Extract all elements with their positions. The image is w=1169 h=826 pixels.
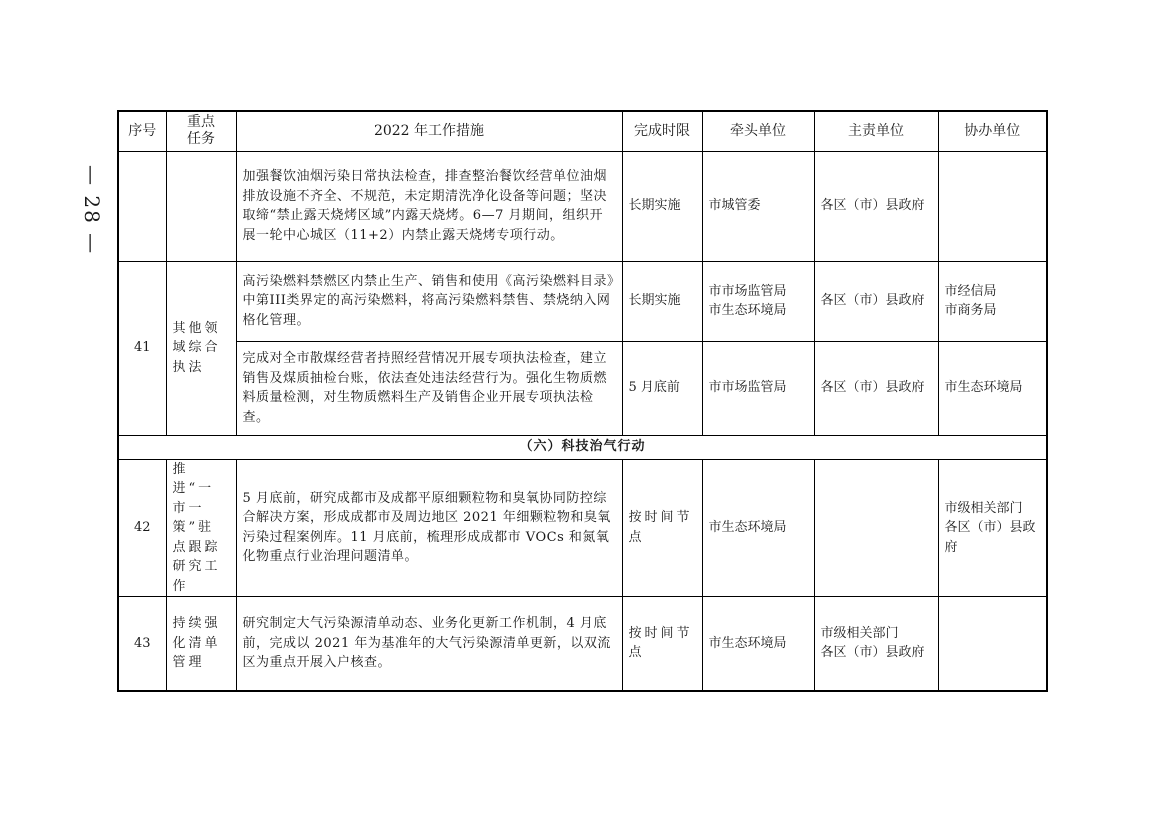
header-task: 重点 任务 xyxy=(166,111,236,151)
section-row xyxy=(118,435,1047,459)
section-title: （六）科技治气行动 xyxy=(118,435,1047,459)
deadline-cell: 按时间节点 xyxy=(622,459,702,597)
assist-cell xyxy=(938,151,1047,261)
lead-cell: 市生态环境局 xyxy=(702,459,814,597)
seq-cell: 41 xyxy=(118,261,166,435)
header-lead: 牵头单位 xyxy=(702,111,814,151)
table-header-row xyxy=(118,111,1047,151)
responsible-cell: 各区（市）县政府 xyxy=(814,341,938,435)
seq-cell: 43 xyxy=(118,597,166,691)
deadline-cell: 长期实施 xyxy=(622,261,702,341)
lead-cell: 市市场监管局 xyxy=(702,341,814,435)
table-row xyxy=(118,597,1047,691)
table-row xyxy=(118,341,1047,435)
lead-cell: 市生态环境局 xyxy=(702,597,814,691)
task-cell: 持续强化清单管理 xyxy=(166,597,236,691)
page-number: — 28 — xyxy=(80,165,104,256)
assist-cell: 市级相关部门 各区（市）县政府 xyxy=(938,459,1047,597)
seq-cell: 42 xyxy=(118,459,166,597)
task-cell: 其他领域综合执法 xyxy=(166,261,236,435)
measures-cell: 完成对全市散煤经营者持照经营情况开展专项执法检查，建立销售及煤质抽检台账，依法查处违法经营行为。强化生物质燃料质量检测，对生物质燃料生产及销售企业开展专项执法检查。 xyxy=(236,341,622,435)
table-row xyxy=(118,151,1047,261)
responsible-cell: 各区（市）县政府 xyxy=(814,151,938,261)
lead-cell: 市城管委 xyxy=(702,151,814,261)
responsible-cell xyxy=(814,459,938,597)
measures-cell: 高污染燃料禁燃区内禁止生产、销售和使用《高污染燃料目录》中第III类界定的高污染燃料，将高污染燃料禁售、禁烧纳入网格化管理。 xyxy=(236,261,622,341)
seq-cell xyxy=(118,151,166,261)
header-deadline: 完成时限 xyxy=(622,111,702,151)
header-seq: 序号 xyxy=(118,111,166,151)
lead-cell: 市市场监管局 市生态环境局 xyxy=(702,261,814,341)
table-row xyxy=(118,261,1047,341)
measures-cell: 研究制定大气污染源清单动态、业务化更新工作机制，4 月底前，完成以 2021 年为基准年的大气污染源清单更新，以双流区为重点开展入户核查。 xyxy=(236,597,622,691)
task-cell xyxy=(166,151,236,261)
deadline-cell: 5 月底前 xyxy=(622,341,702,435)
measures-cell: 5 月底前，研究成都市及成都平原细颗粒物和臭氧协同防控综合解决方案，形成成都市及周边地区 2021 年细颗粒物和臭氧污染过程案例库。11 月底前，梳理形成成都市 VOCs 和氮氧化物重点行业治理问题清单。 xyxy=(236,459,622,597)
header-measures: 2022 年工作措施 xyxy=(236,111,622,151)
task-cell: 推进“一市一策”驻点跟踪研究工作 xyxy=(166,459,236,597)
assist-cell xyxy=(938,597,1047,691)
assist-cell: 市经信局 市商务局 xyxy=(938,261,1047,341)
header-assist: 协办单位 xyxy=(938,111,1047,151)
responsible-cell: 市级相关部门 各区（市）县政府 xyxy=(814,597,938,691)
table-row xyxy=(118,459,1047,597)
deadline-cell: 长期实施 xyxy=(622,151,702,261)
header-responsible: 主责单位 xyxy=(814,111,938,151)
measures-cell: 加强餐饮油烟污染日常执法检查，排查整治餐饮经营单位油烟排放设施不齐全、不规范，未定期清洗净化设备等问题；坚决取缔“禁止露天烧烤区域”内露天烧烤。6—7 月期间，组织开展一轮中心城区（11+2）内禁止露天烧烤专项行动。 xyxy=(236,151,622,261)
work-measures-table xyxy=(117,110,1048,692)
assist-cell: 市生态环境局 xyxy=(938,341,1047,435)
responsible-cell: 各区（市）县政府 xyxy=(814,261,938,341)
deadline-cell: 按时间节点 xyxy=(622,597,702,691)
